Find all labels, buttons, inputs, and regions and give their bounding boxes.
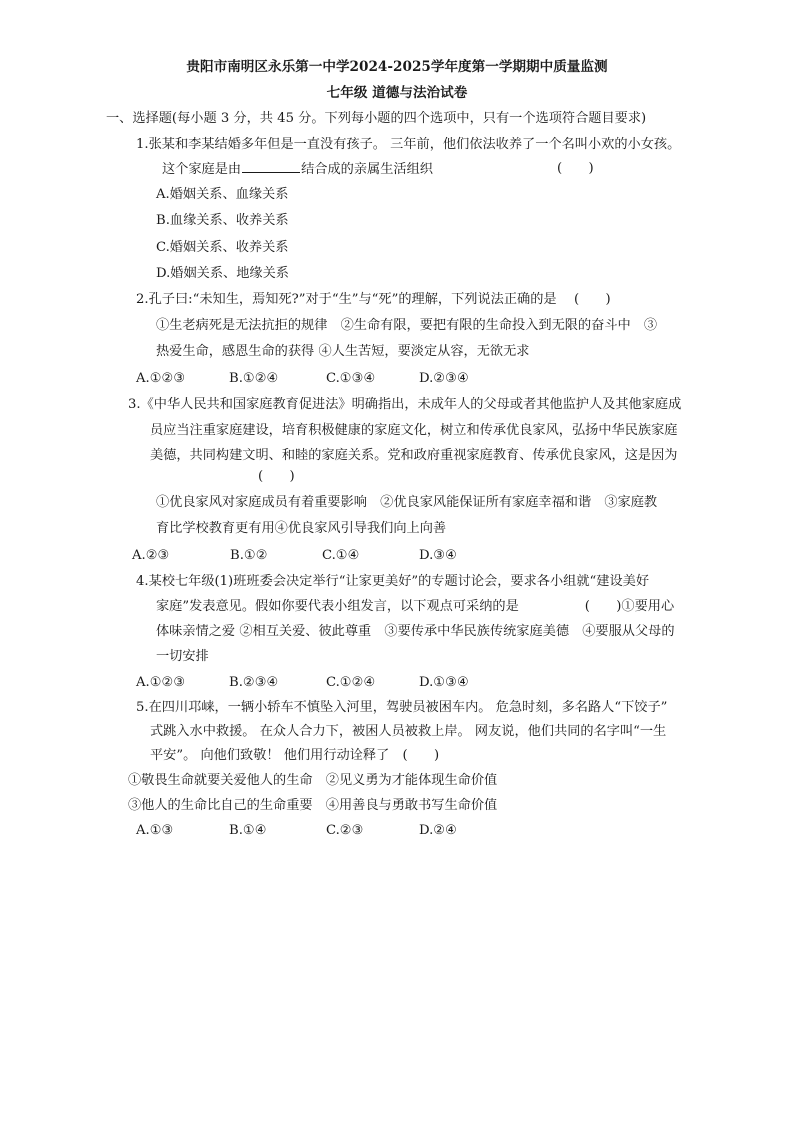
q1-answer-blank — [242, 160, 300, 173]
q3-option-c: C.①④ — [322, 548, 360, 563]
q1-stem-post: 结合成的亲属生活组织 — [301, 162, 433, 177]
q2-stem-line2: ①生老病死是无法抗拒的规律 ②生命有限，要把有限的生命投入到无限的奋斗中 ③ — [156, 318, 658, 333]
q2-option-a: A.①②③ — [136, 371, 186, 386]
q1-option-b: B.血缘关系、收养关系 — [156, 213, 289, 228]
q5-stem-line3: 平安”。 向他们致敬！ 他们用行动诠释了 ( ) — [150, 748, 440, 763]
q5-stem-line2: 式跳入水中救援。 在众人合力下，被困人员被救上岸。 网友说，他们共同的名字叫“一生 — [150, 724, 667, 739]
q1-answer-paren: ( ) — [557, 161, 594, 176]
q5-statement-line2: ③他人的生命比自己的生命重要 ④用善良与勇敢书写生命价值 — [128, 798, 498, 813]
q4-option-c: C.①②④ — [326, 675, 376, 690]
q5-statement-line1: ①敬畏生命就要关爱他人的生命 ②见义勇为才能体现生命价值 — [128, 773, 498, 788]
q5-option-a: A.①③ — [136, 823, 174, 838]
q1-option-c: C.婚姻关系、收养关系 — [156, 240, 289, 255]
q1-stem-line2 — [162, 160, 433, 179]
exam-subtitle: 七年级 道德与法治试卷 — [326, 85, 468, 101]
q4-stem-line3: 体味亲情之爱 ②相互关爱、彼此尊重 ③要传承中华民族传统家庭美德 ④要服从父母的 — [156, 624, 675, 639]
q3-option-d: D.③④ — [419, 548, 457, 563]
q3-option-b: B.①② — [230, 548, 268, 563]
q4-option-b: B.②③④ — [229, 675, 279, 690]
q3-stem-line1: 3.《中华人民共和国家庭教育促进法》明确指出，未成年人的父母或者其他监护人及其他家庭成 — [128, 397, 682, 412]
q3-stem-line6: 育比学校教育更有用④优良家风引导我们向上向善 — [156, 521, 447, 536]
q1-stem-line1: 1.张某和李某结婚多年但是一直没有孩子。 三年前，他们依法收养了一个名叫小欢的小女孩。 — [136, 137, 681, 152]
q4-stem-line4: 一切安排 — [156, 649, 209, 664]
q3-stem-line5: ①优良家风对家庭成员有着重要影响 ②优良家风能保证所有家庭幸福和谐 ③家庭教 — [156, 495, 658, 510]
q1-option-a: A.婚姻关系、血缘关系 — [156, 187, 289, 202]
q2-option-b: B.①②④ — [229, 371, 279, 386]
q3-stem-line3: 美德，共同构建文明、和睦的家庭关系。党和政府重视家庭教育、传承优良家风，这是因为 — [150, 448, 678, 463]
q1-stem-pre: 这个家庭是由 — [162, 162, 242, 177]
q4-stem-line1: 4.某校七年级(1)班班委会决定举行“让家更美好”的专题讨论会，要求各小组就“建设美好 — [136, 574, 650, 589]
q5-stem-line1: 5.在四川邛崃，一辆小轿车不慎坠入河里，驾驶员被困车内。 危急时刻，多名路人“下饺子” — [136, 700, 668, 715]
exam-title: 贵阳市南明区永乐第一中学2024-2025学年度第一学期期中质量监测 — [186, 59, 608, 75]
q5-option-c: C.②③ — [326, 823, 364, 838]
q3-answer-paren: ( ) — [258, 469, 295, 484]
q2-option-c: C.①③④ — [326, 371, 376, 386]
q4-option-d: D.①③④ — [419, 675, 469, 690]
q1-option-d: D.婚姻关系、地缘关系 — [156, 266, 289, 281]
q2-stem-line3: 热爱生命，感恩生命的获得 ④人生苦短，要淡定从容，无欲无求 — [156, 344, 530, 359]
q3-option-a: A.②③ — [132, 548, 170, 563]
section-heading: 一、选择题(每小题 3 分，共 45 分。下列每小题的四个选项中，只有一个选项符合题目要求) — [106, 111, 647, 126]
q4-option-a: A.①②③ — [136, 675, 186, 690]
q4-stem-line2: 家庭”发表意见。假如你要代表小组发言，以下观点可采纳的是 ( )①要用心 — [156, 599, 675, 614]
q3-stem-line2: 员应当注重家庭建设，培育积极健康的家庭文化，树立和传承优良家风，弘扬中华民族家庭 — [150, 423, 678, 438]
q2-stem-line1: 2.孔子曰:“未知生，焉知死?”对于“生”与“死”的理解，下列说法正确的是 ( ) — [136, 292, 611, 307]
q5-option-b: B.①④ — [229, 823, 267, 838]
q5-option-d: D.②④ — [419, 823, 457, 838]
q2-option-d: D.②③④ — [419, 371, 469, 386]
